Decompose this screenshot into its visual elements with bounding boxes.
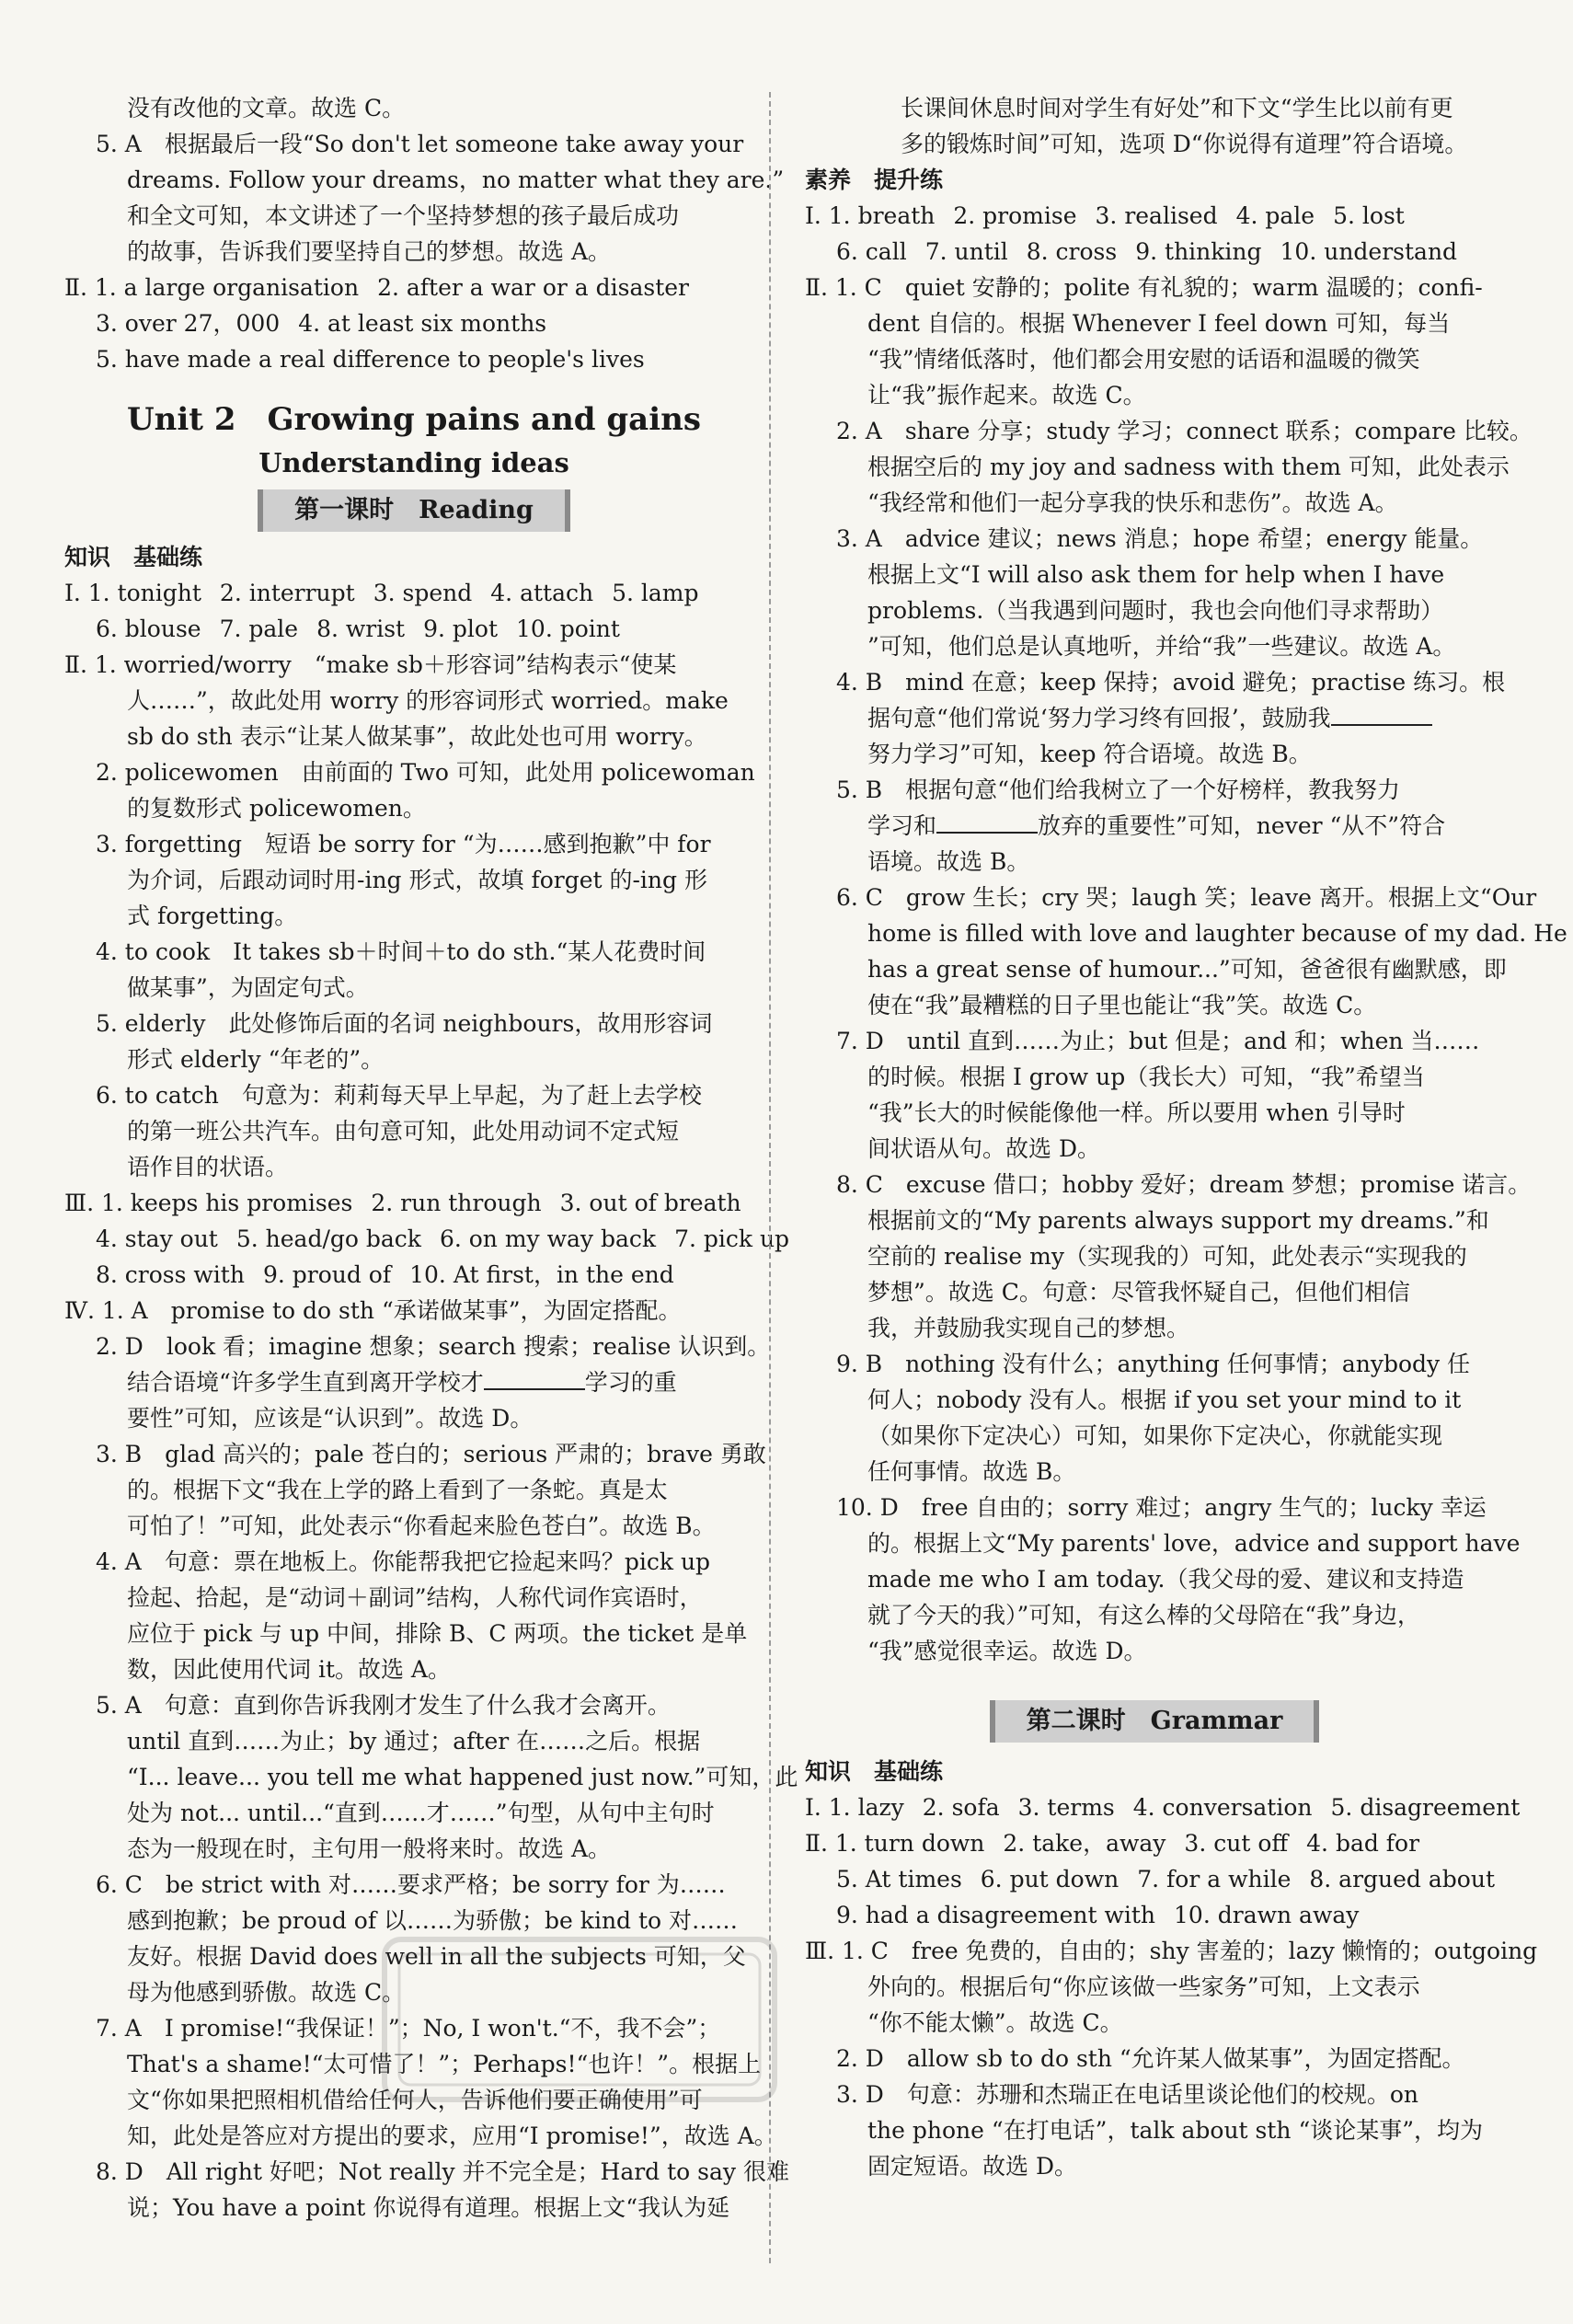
answer-line xyxy=(805,270,1504,305)
answer-line xyxy=(805,126,1504,162)
answer-text: Ⅱ. 1. worried/worry “make sb＋形容词”结构表示“使某 xyxy=(64,651,677,678)
answer-text: 根据上文“I will also ask them for help when I have xyxy=(867,561,1445,588)
answer-text: “我经常和他们一起分享我的快乐和悲伤”。故选 A。 xyxy=(867,489,1398,516)
answer-line xyxy=(805,198,1504,234)
answer-line xyxy=(805,234,1504,270)
answer-line xyxy=(64,1580,764,1616)
answer-line xyxy=(64,198,764,234)
answer-line xyxy=(805,90,1504,126)
answer-line xyxy=(64,826,764,862)
answer-line xyxy=(805,915,1567,951)
answer-item: Ⅰ. 1. lazy xyxy=(805,1794,904,1821)
section-heading: 知识 基础练 xyxy=(64,544,203,570)
answer-item: 4. bad for xyxy=(1306,1830,1420,1857)
answer-item: 4. pale xyxy=(1235,202,1315,229)
answer-line xyxy=(64,234,764,270)
answer-item: 8. argued about xyxy=(1309,1866,1495,1893)
answer-line xyxy=(64,1077,764,1113)
answer-text: 2. D allow sb to do sth “允许某人做某事”，为固定搭配。 xyxy=(836,2045,1465,2072)
answer-line xyxy=(64,162,785,198)
answer-line xyxy=(805,1454,1504,1490)
answer-text: That's a shame!“太可惜了！”；Perhaps!“也许！”。根据上 xyxy=(127,2051,762,2077)
answer-line xyxy=(64,611,764,647)
answer-text: （如果你下定决心）可知，如果你下定决心，你就能实现 xyxy=(867,1422,1443,1449)
answer-text: 没有改他的文章。故选 C。 xyxy=(127,95,406,121)
answer-text: 6. C grow 生长；cry 哭；laugh 笑；leave 离开。根据上文“Our xyxy=(836,884,1537,911)
answer-line xyxy=(64,2046,764,2082)
answer-text: 和全文可知，本文讲述了一个坚持梦想的孩子最后成功 xyxy=(127,202,680,229)
answer-line xyxy=(64,683,764,719)
answer-text: 6. C be strict with 对……要求严格；be sorry for 为…… xyxy=(96,1871,726,1898)
answer-line xyxy=(805,2112,1504,2148)
answer-line xyxy=(64,970,764,1006)
answer-text: 3. B glad 高兴的；pale 苍白的；serious 严肃的；brave 勇敢 xyxy=(96,1441,766,1467)
answer-item: 2. sofa xyxy=(922,1794,1000,1821)
answer-item: 3. cut off xyxy=(1184,1830,1289,1857)
answer-item: 3. out of breath xyxy=(559,1190,741,1216)
answer-line xyxy=(805,521,1504,557)
answer-line xyxy=(805,1131,1504,1167)
answer-item: Ⅰ. 1. breath xyxy=(805,202,936,229)
answer-line xyxy=(64,754,764,790)
answer-text: “我”感觉很幸运。故选 D。 xyxy=(867,1638,1147,1664)
answer-text: 梦想”。故选 C。句意：尽管我怀疑自己，但他们相信 xyxy=(867,1279,1410,1306)
answer-text: 结合语境“许多学生直到离开学校才 xyxy=(127,1369,484,1396)
answer-item: 8. cross xyxy=(1026,238,1118,265)
answer-line xyxy=(64,1939,764,1974)
answer-line xyxy=(64,2190,764,2226)
answer-text: problems.（当我遇到问题时，我也会向他们寻求帮助） xyxy=(867,597,1444,624)
answer-line xyxy=(805,1597,1504,1633)
answer-text: 母为他感到骄傲。故选 C。 xyxy=(127,1979,406,2006)
answer-item: 8. cross with xyxy=(96,1261,245,1288)
answer-line xyxy=(64,1185,764,1221)
answer-text: made me who I am today.（我父母的爱、建议和支持造 xyxy=(867,1566,1464,1593)
answer-text: “我”长大的时候能像他一样。所以要用 when 引导时 xyxy=(867,1099,1406,1126)
answer-item: 4. attach xyxy=(490,580,594,606)
answer-item: Ⅱ. 1. a large organisation xyxy=(64,274,360,301)
answer-item: 6. on my way back xyxy=(439,1225,657,1252)
answer-text: 的时候。根据 I grow up（我长大）可知，“我”希望当 xyxy=(867,1064,1425,1090)
answer-line xyxy=(64,898,764,934)
answer-item: 6. put down xyxy=(980,1866,1119,1893)
answer-text: 就了今天的我）”可知，有这么棒的父母陪在“我”身边， xyxy=(867,1602,1420,1628)
answer-line xyxy=(805,1059,1504,1095)
answer-line xyxy=(805,2148,1504,2184)
answer-text: Ⅱ. 1. C quiet 安静的；polite 有礼貌的；warm 温暖的；confi- xyxy=(805,274,1483,301)
lesson-banner: 第二课时 Grammar xyxy=(990,1700,1320,1743)
answer-line xyxy=(64,2118,777,2154)
answer-line xyxy=(805,1490,1504,1525)
lesson-banner-wrap xyxy=(805,1700,1504,1743)
answer-item: 4. stay out xyxy=(96,1225,218,1252)
answer-line xyxy=(805,341,1504,377)
answer-item: 2. take，away xyxy=(1003,1830,1166,1857)
answer-text: 语境。故选 B。 xyxy=(867,848,1030,875)
answer-line xyxy=(64,1651,764,1687)
answer-item: 5. disagreement xyxy=(1330,1794,1521,1821)
section-heading: 知识 基础练 xyxy=(805,1758,944,1785)
section-heading: 素养 提升练 xyxy=(805,167,944,193)
answer-text: 8. C excuse 借口；hobby 爱好；dream 梦想；promise 诺言。 xyxy=(836,1171,1532,1198)
lesson-banner: 第一课时 Reading xyxy=(258,489,570,532)
answer-line xyxy=(805,1933,1538,1969)
answer-text: Ⅳ. 1. A promise to do sth “承诺做某事”，为固定搭配。 xyxy=(64,1297,682,1324)
answer-line xyxy=(64,719,764,754)
answer-text: 使在“我”最糟糕的日子里也能让“我”笑。故选 C。 xyxy=(867,992,1377,1018)
answer-item: 3. realised xyxy=(1095,202,1218,229)
answer-text: 的故事，告诉我们要坚持自己的梦想。故选 A。 xyxy=(127,238,612,265)
answer-text: 5. elderly 此处修饰后面的名词 neighbours，故用形容词 xyxy=(96,1010,713,1037)
answer-line xyxy=(805,1202,1504,1238)
answer-text: 何人；nobody 没有人。根据 if you set your mind to it xyxy=(867,1386,1462,1413)
answer-text: 9. B nothing 没有什么；anything 任何事情；anybody 任 xyxy=(836,1351,1471,1377)
answer-item: Ⅰ. 1. tonight xyxy=(64,580,201,606)
answer-text: dent 自信的。根据 Whenever I feel down 可知，每当 xyxy=(867,310,1451,337)
answer-line xyxy=(64,934,764,970)
answer-line xyxy=(805,1238,1504,1274)
answer-text: 语作目的状语。 xyxy=(127,1154,289,1180)
answer-line xyxy=(64,790,764,826)
answer-item: 7. pick up xyxy=(674,1225,790,1252)
answer-line xyxy=(64,1257,764,1293)
answer-line xyxy=(805,1310,1504,1346)
answer-text: 10. D free 自由的；sorry 难过；angry 生气的；lucky 幸运 xyxy=(836,1494,1487,1521)
answer-line xyxy=(805,1095,1504,1131)
answer-text: “你不能太懒”。故选 C。 xyxy=(867,2009,1123,2036)
answer-text: dreams. Follow your dreams，no matter what they are.” xyxy=(127,167,785,193)
fill-blank xyxy=(1331,704,1432,726)
answer-line xyxy=(805,593,1504,628)
answer-line xyxy=(805,808,1504,844)
answer-line xyxy=(64,1903,764,1939)
answer-text: 5. B 根据句意“他们给我树立了一个好榜样，教我努力 xyxy=(836,777,1400,803)
answer-line xyxy=(64,126,764,162)
answer-line xyxy=(805,377,1504,413)
answer-line xyxy=(805,700,1504,736)
answer-text: 让“我”振作起来。故选 C。 xyxy=(867,382,1146,408)
answer-line xyxy=(805,1897,1504,1933)
answer-line xyxy=(805,449,1510,485)
answer-line xyxy=(64,2082,764,2118)
answer-text: has a great sense of humour...”可知，爸爸很有幽默感，即 xyxy=(867,956,1507,983)
answer-text: 我，并鼓励我实现自己的梦想。 xyxy=(867,1315,1190,1341)
answer-text: 可怕了！”可知，此处表示“你看起来脸色苍白”。故选 B。 xyxy=(127,1513,716,1539)
answer-text: 固定短语。故选 D。 xyxy=(867,2153,1077,2180)
answer-text: 5. A 根据最后一段“So don't let someone take away your xyxy=(96,131,744,157)
answer-text: 2. policewomen 由前面的 Two 可知，此处用 policewoman xyxy=(96,759,755,786)
answer-item: 3. spend xyxy=(373,580,473,606)
answer-line xyxy=(805,1525,1521,1561)
answer-line xyxy=(64,1544,764,1580)
answer-text: 根据前文的“My parents always support my dreams.”和 xyxy=(867,1207,1489,1234)
answer-line xyxy=(805,736,1504,772)
answer-line xyxy=(64,1113,764,1149)
answer-text: 据句意“他们常说‘努力学习终有回报’，鼓励我 xyxy=(867,705,1331,731)
answer-text: 数，因此使用代词 it。故选 A。 xyxy=(127,1656,451,1683)
answer-text: until 直到……为止；by 通过；after 在……之后。根据 xyxy=(127,1728,701,1755)
answer-text: 2. D look 看；imagine 想象；search 搜索；realise 认识到。 xyxy=(96,1333,771,1360)
answer-item: 10. point xyxy=(516,616,620,642)
answer-item: 6. call xyxy=(836,238,907,265)
answer-line xyxy=(805,628,1504,664)
answer-line xyxy=(805,1969,1504,2005)
answer-text: 间状语从句。故选 D。 xyxy=(867,1135,1100,1162)
answer-text: 学习和 xyxy=(867,812,937,839)
answer-text: 3. A advice 建议；news 消息；hope 希望；energy 能量。 xyxy=(836,525,1484,552)
answer-line xyxy=(805,485,1504,521)
answer-text: ”可知，他们总是认真地听，并给“我”一些建议。故选 A。 xyxy=(867,633,1456,660)
answer-line xyxy=(805,1167,1532,1202)
answer-text: 2. A share 分享；study 学习；connect 联系；compare 比较。 xyxy=(836,418,1533,444)
left-column xyxy=(64,90,798,2226)
answer-text: 处为 not... until...“直到……才……”句型，从句中主句时 xyxy=(127,1800,715,1826)
answer-text: 应位于 pick 与 up 中间，排除 B、C 两项。the ticket 是单 xyxy=(127,1620,748,1647)
answer-item: 5. head/go back xyxy=(235,1225,421,1252)
answer-text-after: 放弃的重要性”可知，never “从不”符合 xyxy=(1038,812,1446,839)
fill-blank xyxy=(484,1368,585,1390)
answer-text: 多的锻炼时间”可知，选项 D“你说得有道理”符合语境。 xyxy=(901,131,1468,157)
answer-item: 9. proud of xyxy=(262,1261,392,1288)
answer-text: 友好。根据 David does well in all the subjects 可知，父 xyxy=(127,1943,746,1970)
answer-text: 3. D 句意：苏珊和杰瑞正在电话里谈论他们的校规。on xyxy=(836,2081,1418,2108)
answer-item: 8. wrist xyxy=(316,616,406,642)
answer-line xyxy=(805,1346,1504,1382)
answer-line xyxy=(64,1041,764,1077)
answer-text: 6. to catch 句意为：莉莉每天早上早起，为了赶上去学校 xyxy=(96,1082,702,1109)
answer-line xyxy=(805,1418,1504,1454)
answer-line xyxy=(805,2041,1504,2077)
answer-text-after: 学习的重 xyxy=(584,1369,677,1396)
answer-line xyxy=(64,1329,771,1364)
answer-item: 10. At first，in the end xyxy=(409,1261,674,1288)
answer-text: home is filled with love and laughter because of my dad. He xyxy=(867,920,1567,947)
answer-line xyxy=(64,1831,764,1867)
answer-text: 外向的。根据后句“你应该做一些家务”可知，上文表示 xyxy=(867,1973,1420,2000)
answer-text: the phone “在打电话”，talk about sth “谈论某事”，均为 xyxy=(867,2117,1484,2144)
answer-text: 7. A I promise!“我保证！”；No, I won't.“不，我不会”； xyxy=(96,2015,721,2042)
answer-item: 2. interrupt xyxy=(219,580,355,606)
answer-text: 3. forgetting 短语 be sorry for “为……感到抱歉”中 for xyxy=(96,831,711,857)
answer-item: 4. at least six months xyxy=(298,310,547,337)
answer-line xyxy=(64,1221,790,1257)
answer-line xyxy=(805,1274,1504,1310)
answer-text: 文“你如果把照相机借给任何人，告诉他们要正确使用”可 xyxy=(127,2087,703,2113)
answer-line xyxy=(805,1382,1504,1418)
answer-text: 的。根据上文“My parents' love，advice and support have xyxy=(867,1530,1521,1557)
fill-blank xyxy=(936,811,1038,834)
answer-item: 5. lost xyxy=(1333,202,1405,229)
answer-text: 空前的 realise my（实现我的）可知，此处表示“实现我的 xyxy=(867,1243,1467,1270)
answer-text: 5. A 句意：直到你告诉我刚才发生了什么我才会离开。 xyxy=(96,1692,671,1719)
answer-text: 7. D until 直到……为止；but 但是；and 和；when 当…… xyxy=(836,1028,1480,1054)
answer-line xyxy=(64,1472,764,1508)
answer-text: “I... leave... you tell me what happened just now.”可知，此 xyxy=(127,1764,798,1790)
answer-text: 感到抱歉；be proud of 以……为骄傲；be kind to 对…… xyxy=(127,1907,739,1934)
answer-item: 7. until xyxy=(924,238,1008,265)
answer-text: 的复数形式 policewomen。 xyxy=(127,795,426,822)
answer-line xyxy=(64,1616,764,1651)
answer-line xyxy=(805,844,1504,880)
answer-item: 4. conversation xyxy=(1132,1794,1313,1821)
answer-text: 形式 elderly “年老的”。 xyxy=(127,1046,385,1073)
answer-line xyxy=(64,1436,764,1472)
answer-line xyxy=(64,1759,798,1795)
answer-line xyxy=(64,1867,764,1903)
right-column xyxy=(805,90,1567,2184)
answer-line xyxy=(805,951,1507,987)
answer-item: Ⅱ. 1. turn down xyxy=(805,1830,985,1857)
unit-subtitle: Understanding ideas xyxy=(258,447,569,478)
answer-line xyxy=(64,1364,764,1400)
answer-line xyxy=(805,1825,1504,1861)
answer-text: 知，此处是答应对方提出的要求，应用“I promise!”，故选 A。 xyxy=(127,2123,777,2149)
lesson-banner-wrap xyxy=(64,489,764,532)
answer-line xyxy=(64,2154,789,2190)
answer-line xyxy=(805,2005,1504,2041)
answer-line xyxy=(805,557,1504,593)
answer-line xyxy=(805,305,1504,341)
answer-text: 4. B mind 在意；keep 保持；avoid 避免；practise 练习。根 xyxy=(836,669,1506,696)
answer-text: 式 forgetting。 xyxy=(127,903,298,929)
answer-text: sb do sth 表示“让某人做某事”，故此处也可用 worry。 xyxy=(127,723,707,750)
answer-line xyxy=(805,413,1533,449)
answer-line xyxy=(64,341,764,377)
answer-item: Ⅲ. 1. keeps his promises xyxy=(64,1190,353,1216)
answer-line xyxy=(805,1561,1504,1597)
answer-line xyxy=(64,1006,764,1041)
answer-line xyxy=(64,1508,764,1544)
answer-item: 6. blouse xyxy=(96,616,201,642)
answer-line xyxy=(64,1293,764,1329)
answer-text: 态为一般现在时，主句用一般将来时。故选 A。 xyxy=(127,1835,612,1862)
answer-line xyxy=(805,664,1504,700)
answer-line xyxy=(64,1687,764,1723)
answer-item: 2. after a war or a disaster xyxy=(377,274,689,301)
answer-line xyxy=(64,90,764,126)
answer-text: 的第一班公共汽车。由句意可知，此处用动词不定式短 xyxy=(127,1118,680,1145)
answer-text: 任何事情。故选 B。 xyxy=(867,1458,1076,1485)
answer-item: 10. drawn away xyxy=(1174,1902,1360,1928)
answer-text: 人……”，故此处用 worry 的形容词形式 worried。make xyxy=(127,687,729,714)
answer-line xyxy=(64,1400,764,1436)
answer-text: 为介词，后跟动词时用-ing 形式，故填 forget 的-ing 形 xyxy=(127,867,707,893)
answer-text: 捡起、拾起，是“动词＋副词”结构，人称代词作宾语时， xyxy=(127,1584,703,1611)
answer-item: 5. lamp xyxy=(612,580,699,606)
answer-text: “我”情绪低落时，他们都会用安慰的话语和温暖的微笑 xyxy=(867,346,1420,373)
answer-line xyxy=(64,1795,764,1831)
answer-line xyxy=(64,2010,764,2046)
answer-line xyxy=(64,270,764,305)
answer-item: 5. At times xyxy=(836,1866,962,1893)
answer-line xyxy=(64,647,764,683)
answer-line xyxy=(805,1633,1504,1669)
answer-text: 根据空后的 my joy and sadness with them 可知，此处表示 xyxy=(867,454,1510,480)
answer-line xyxy=(64,862,764,898)
answer-line xyxy=(805,772,1504,808)
answer-line xyxy=(805,1023,1504,1059)
answer-line xyxy=(64,575,764,611)
answer-text: 5. have made a real difference to people's lives xyxy=(96,346,645,373)
answer-item: 3. over 27，000 xyxy=(96,310,281,337)
answer-line xyxy=(805,1861,1504,1897)
answer-text: 努力学习”可知，keep 符合语境。故选 B。 xyxy=(867,741,1312,767)
answer-text: 做某事”，为固定句式。 xyxy=(127,974,369,1001)
answer-item: 3. terms xyxy=(1017,1794,1115,1821)
answer-line xyxy=(805,987,1504,1023)
answer-item: 9. thinking xyxy=(1135,238,1262,265)
unit-title: Unit 2 Growing pains and gains xyxy=(127,401,701,438)
answer-item: 2. promise xyxy=(953,202,1077,229)
answer-line xyxy=(64,1149,764,1185)
answer-item: 7. for a while xyxy=(1137,1866,1292,1893)
answer-line xyxy=(805,2077,1504,2112)
answer-item: 9. plot xyxy=(423,616,499,642)
answer-text: 4. to cook It takes sb＋时间＋to do sth.“某人花费时间 xyxy=(96,938,706,965)
answer-line xyxy=(64,1723,764,1759)
answer-line xyxy=(64,305,764,341)
answer-text: 8. D All right 好吧；Not really 并不完全是；Hard to say 很难 xyxy=(96,2158,789,2185)
answer-text: 4. A 句意：票在地板上。你能帮我把它捡起来吗？pick up xyxy=(96,1548,711,1575)
answer-text: 要性”可知，应该是“认识到”。故选 D。 xyxy=(127,1405,534,1432)
answer-item: 9. had a disagreement with xyxy=(836,1902,1156,1928)
column-divider xyxy=(769,92,771,2263)
answer-line xyxy=(805,880,1537,915)
answer-item: 7. pale xyxy=(219,616,299,642)
answer-text: 说；You have a point 你说得有道理。根据上文“我认为延 xyxy=(127,2194,730,2221)
answer-text: Ⅲ. 1. C free 免费的，自由的；shy 害羞的；lazy 懒惰的；outgoing xyxy=(805,1938,1538,1964)
answer-item: 2. run through xyxy=(371,1190,542,1216)
answer-line xyxy=(805,1789,1521,1825)
answer-line xyxy=(64,1974,764,2010)
answer-text: 的。根据下文“我在上学的路上看到了一条蛇。真是太 xyxy=(127,1477,668,1503)
answer-item: 10. understand xyxy=(1280,238,1458,265)
answer-text: 长课间休息时间对学生有好处”和下文“学生比以前有更 xyxy=(901,95,1453,121)
